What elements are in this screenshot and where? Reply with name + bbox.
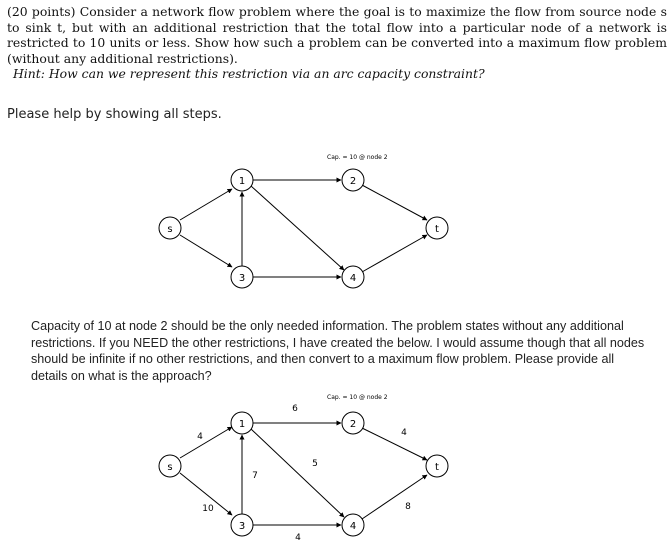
node-2-label: 2 [349,176,357,187]
node-4 [342,514,364,536]
edge-2-t [362,185,427,220]
weight-1-4: 5 [312,459,318,469]
node-4-label: 4 [349,273,357,284]
weight-1-2: 6 [292,404,298,414]
problem-statement [7,4,667,82]
network-diagram-2 [140,388,480,548]
node-t [426,455,448,477]
node-2-label: 2 [349,419,357,430]
weight-s-3: 10 [202,504,214,514]
node-3 [231,266,253,288]
weight-3-4: 4 [295,533,301,543]
node-4-label: 4 [349,521,357,532]
node-2 [342,169,364,191]
weight-4-t: 8 [405,502,411,512]
node-2 [342,412,364,434]
node-1 [231,169,253,191]
problem-hint: Hint: How can we represent this restriction via an arc capacity constraint? [13,66,485,82]
node-t [426,217,448,239]
weight-s-1: 4 [197,432,203,442]
capacity-note: Cap. = 10 @ node 2 [327,154,388,161]
weight-2-t: 4 [401,428,407,438]
node-t-label: t [435,462,439,473]
student-note: Capacity of 10 at node 2 should be the only needed information. The problem states without any additional restrictions. If you NEED the other restrictions, I have created the below. I would assume though that all nodes should be infinite if no other restrictions, and then convert to a maximum flow problem. Please provide all details on what is the approach? [31,319,645,383]
edge-4-t [362,475,427,519]
node-1-label: 1 [238,176,246,187]
edge-4-t [362,235,427,272]
problem-text: (20 points) Consider a network flow problem where the goal is to maximize the flow from source node s to sink t, but with an additional restriction that the total flow into a particular node of a network is restricted to 10 units or less. Show how such a problem can be converted into a maximum flow problem (without any additional restrictions). [7,4,667,66]
node-1 [231,412,253,434]
node-s-label: s [167,224,173,235]
network-diagram-1 [140,145,480,300]
edge-s-1 [180,427,232,458]
node-3 [231,514,253,536]
edge-1-4 [251,186,344,270]
node-1-label: 1 [238,419,246,430]
weight-3-1: 7 [252,471,258,481]
help-request: Please help by showing all steps. [7,107,222,122]
edge-s-1 [180,189,232,220]
edge-s-3 [180,235,232,267]
node-3-label: 3 [238,273,246,284]
capacity-note: Cap. = 10 @ node 2 [327,394,388,401]
edge-2-t [362,428,427,460]
node-s [159,455,181,477]
node-s [159,217,181,239]
node-4 [342,266,364,288]
node-t-label: t [435,224,439,235]
edge-1-4 [251,429,344,517]
node-s-label: s [167,462,173,473]
node-3-label: 3 [238,521,246,532]
